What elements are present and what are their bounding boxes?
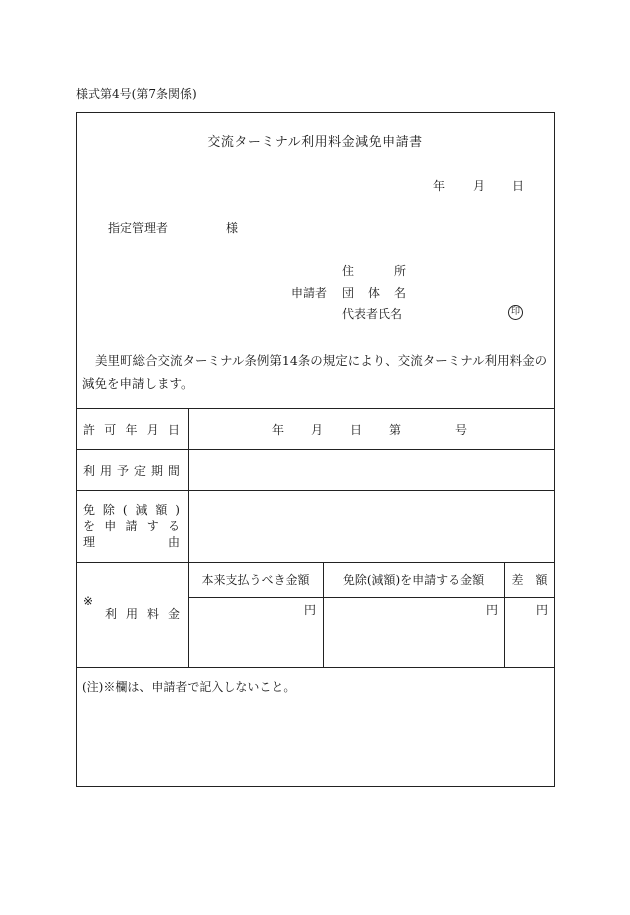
- requested-amount-yen: 円: [486, 603, 499, 617]
- representative-label: 代表者氏名: [342, 307, 403, 321]
- original-amount-header: 本来支払うべき金額: [201, 573, 310, 587]
- form-number: 様式第4号(第7条関係): [76, 87, 197, 101]
- permit-date-label: 許 可 年 月 日: [83, 423, 180, 437]
- address-label: 住 所: [342, 264, 406, 278]
- requested-amount-header: 免除(減額)を申請する金額: [342, 573, 485, 587]
- applicant-label: 申請者: [291, 286, 328, 300]
- difference-yen: 円: [536, 603, 549, 617]
- original-amount-yen: 円: [304, 603, 317, 617]
- application-statement: 美里町総合交流ターミナル条例第14条の規定により、交流ターミナル利用料金の減免を申請します。: [82, 353, 548, 391]
- addressee-name: 指定管理者: [108, 221, 169, 235]
- date-year-label: 年: [433, 179, 446, 193]
- document-title: 交流ターミナル利用料金減免申請書: [207, 135, 423, 150]
- addressee-honorific: 様: [226, 221, 239, 235]
- planned-period-label: 利 用 予 定 期 間: [83, 464, 180, 478]
- usage-fee-label: 利 用 料 金: [105, 607, 180, 621]
- note-text: (注)※欄は、申請者で記入しないこと。: [82, 680, 296, 694]
- date-month-label: 月: [473, 179, 486, 193]
- organization-label: 団 体 名: [342, 286, 406, 300]
- difference-header: 差 額: [511, 573, 548, 587]
- date-day-label: 日: [512, 179, 525, 193]
- seal-mark: 印: [508, 305, 523, 320]
- fee-note-mark: ※: [83, 594, 94, 608]
